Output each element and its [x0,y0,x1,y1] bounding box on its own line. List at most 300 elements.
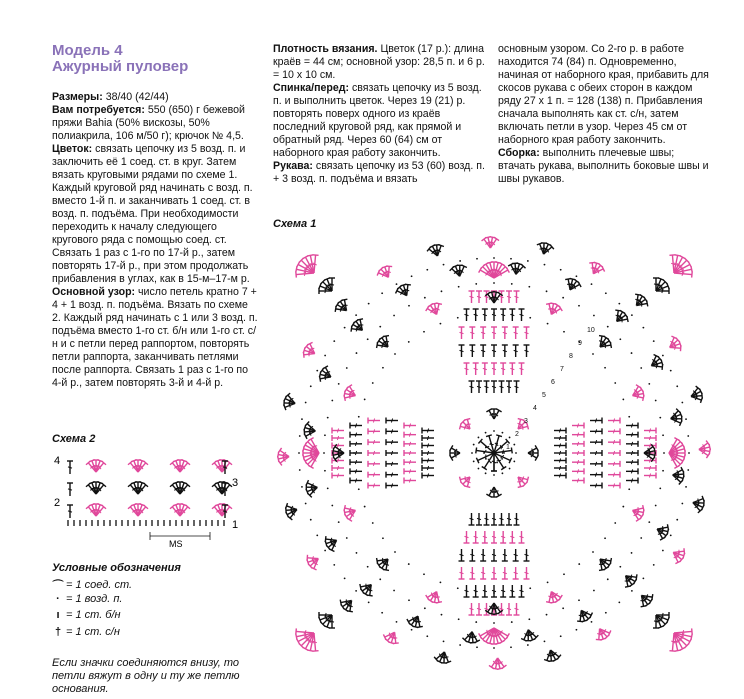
petal-stitch [644,473,656,479]
chain-stitch [476,646,478,648]
chain-stitch [688,452,690,454]
petal-stitch [386,428,398,434]
chain-stitch [459,644,461,646]
chain-stitch [604,367,606,369]
chain-stitch [305,503,307,505]
double-crochet-icon: † [54,626,62,638]
chain-stitch [411,275,413,277]
slip-stitch-icon: ⌒ [52,580,64,592]
chain-stitch [632,470,634,472]
chain-stitch [628,488,630,490]
chain-stitch [411,629,413,631]
chain-stitch [381,292,383,294]
petal-stitch [590,439,602,445]
petal-stitch [386,461,398,467]
chain-stitch [423,331,425,333]
petal-stitch [572,441,584,447]
chain-stitch [379,578,381,580]
petal-stitch [644,465,656,471]
petal-stitch [368,428,380,434]
chain-stitch [591,621,593,623]
petal-stitch [608,428,620,434]
chain-stitch [653,564,655,566]
chain-stitch [670,370,672,372]
petal-stitch [572,423,584,429]
petal-stitch [509,531,515,543]
chain-stitch [408,305,410,307]
chain-stitch [346,537,348,539]
chain-stitch [614,522,616,524]
chain-stitch [408,341,410,343]
petal-stitch [350,441,362,447]
chain-stitch [440,581,442,583]
chain-stitch [633,452,635,454]
chain-stitch [368,601,370,603]
row-number-label: 8 [569,353,573,360]
petal-stitch [554,428,566,434]
petal-stitch [422,443,434,449]
chain-stitch [379,326,381,328]
chain-stitch [396,621,398,623]
petal-stitch [476,603,482,615]
back-front-paragraph: Спинка/перед: связать цепочку из 5 возд. п. и выполнить цветок. Через 19 (21) р. повторять поверх одного из краёв последний круговой ряд, как прямой и обратный ряд. Через 60 (64) см от наборного края работу закончить. [273,82,482,159]
petal-stitch [554,435,566,441]
chain-stitch [305,402,307,404]
petal-stitch [469,327,475,339]
row-number-label: 5 [542,392,546,399]
petal-stitch [368,461,380,467]
petal-stitch [572,468,584,474]
chain-stitch [527,644,529,646]
scheme-1-diagram [274,233,714,673]
chain-stitch [563,573,565,575]
chain-stitch [547,323,549,325]
petal-stitch [469,567,475,579]
chain-stitch [338,383,340,385]
scheme-2-row-2: 2 [54,497,61,509]
chain-stitch [457,587,459,589]
chain-stitch [299,435,301,437]
chain-stitch [576,629,578,631]
petal-stitch [524,327,530,339]
petal-stitch [350,459,362,465]
chain-stitch [493,312,495,314]
petal-stitch [509,363,515,375]
petal-stitch [608,483,620,489]
chain-stitch [681,503,683,505]
chain-stitch [619,566,621,568]
chain-stitch [528,618,530,620]
chain-stitch [396,283,398,285]
chain-stitch [605,292,607,294]
chain-stitch [301,486,303,488]
chain-stitch [382,367,384,369]
chain-stitch [511,591,513,593]
chain-stitch [659,487,661,489]
chain-stitch [324,434,326,436]
center-fan [461,475,472,486]
chain-stitch [648,383,650,385]
legend-item-single-crochet: ı = 1 ст. б/н [50,609,121,621]
chain-stitch [593,590,595,592]
petal-stitch [422,428,434,434]
chain-stitch [546,290,548,292]
chain-stitch [631,552,633,554]
chain-stitch [473,461,475,463]
chain-stitch [513,444,515,446]
assembly-paragraph: Сборка: выполнить плечевые швы; втачать рукава, выполнить боковые швы и швы рукавов. [498,147,709,185]
chain-stitch [368,303,370,305]
petal-stitch [404,450,416,456]
chain-stitch [631,314,633,316]
petal-stitch [590,483,602,489]
chain-stitch [614,382,616,384]
row-number-label: 7 [560,366,564,373]
edge-dc [67,483,73,496]
chain-stitch [346,367,348,369]
chain-stitch [685,486,687,488]
petal-stitch [499,513,505,525]
petal-stitch [506,381,512,393]
chain-stitch [324,550,326,552]
chain-stitch [316,370,318,372]
petal-stitch [514,381,520,393]
sleeves-continued: основным узором. Со 2-го р. в работе находится 74 (84) п. Одновременно, начиная от наборного края, прибавить для скосов рукава с обеих сторон в каждом ряду 27 х 1 п. = 128 (138) п. Прибавления сначала выполнять как ст. с/н, затем включать петли в узор. Через 45 см от наборного края работу закончить. [498,43,709,146]
chain-stitch [423,573,425,575]
chain-stitch [355,314,357,316]
legend-note: Если значки соединяются внизу, то петли вяжут в одну и ту же петлю основания. [52,657,240,695]
chain-stitch [354,470,356,472]
petal-stitch [572,450,584,456]
chain-stitch [676,385,678,387]
chain-stitch [511,621,513,623]
chain-stitch [394,353,396,355]
petal-stitch [554,465,566,471]
petal-stitch [386,483,398,489]
petal-stitch [404,459,416,465]
petal-stitch [524,567,530,579]
petal-stitch [491,513,497,525]
petal-stitch [332,473,344,479]
petal-stitch [513,327,519,339]
model-subtitle: Ажурный пуловер [52,58,189,75]
chain-stitch [529,317,531,319]
chain-stitch [372,522,374,524]
chain-stitch [333,340,335,342]
petal-stitch [491,585,497,597]
petal-stitch [459,549,465,561]
petal-stitch [519,363,525,375]
scheme-2-row-3: 3 [232,477,239,489]
chain-stitch [393,590,395,592]
chain-stitch [478,437,480,439]
petal-stitch [608,418,620,424]
chain-stitch [529,587,531,589]
petal-stitch [482,585,488,597]
model-title: Модель 4 [52,42,123,59]
chain-stitch [687,469,689,471]
chain-stitch [503,452,505,454]
chain-stitch [510,258,512,260]
petal-stitch [513,567,519,579]
chain-stitch [528,286,530,288]
chain-stitch [381,612,383,614]
chain-stitch [648,521,650,523]
chain-stitch [367,566,369,568]
chain-stitch [426,635,428,637]
chain-stitch [382,537,384,539]
petal-stitch [368,418,380,424]
chain-stitch [607,578,609,580]
chain-stitch [619,338,621,340]
chain-stitch [493,647,495,649]
chain-stitch [458,618,460,620]
petal-stitch [514,603,520,615]
petal-stitch [473,363,479,375]
chain-stitch [338,521,340,523]
petal-stitch [480,345,486,357]
chain-stitch [299,469,301,471]
row-number-label: 4 [533,405,537,412]
petal-stitch [469,549,475,561]
petal-stitch [590,461,602,467]
chain-stitch [578,563,580,565]
petal-stitch [469,381,475,393]
chain-stitch [364,506,366,508]
chain-stitch [605,612,607,614]
petal-stitch [350,423,362,429]
chain-stitch [372,382,374,384]
petal-stitch [572,478,584,484]
petal-stitch [644,435,656,441]
chain-stitch [618,303,620,305]
petal-stitch [608,439,620,445]
petal-stitch [500,363,506,375]
petal-stitch [332,435,344,441]
chain-stitch [364,399,366,401]
chain-stitch [576,275,578,277]
chain-stitch [493,592,495,594]
chain-stitch [394,551,396,553]
chain-stitch [515,452,517,454]
chain-stitch [592,353,594,355]
petal-stitch [422,465,434,471]
chain-stitch [593,315,595,317]
petal-stitch [476,513,482,525]
chain-stitch [310,385,312,387]
single-crochet-icon: ı [56,609,60,621]
petal-stitch [368,439,380,445]
chain-stitch [511,313,513,315]
materials-paragraph: Вам потребуется: 550 (650) г бежевой пряжи Bahia (50% вискозы, 50% полиакрила, 106 м/50 г); крючок № 4,5. [52,104,245,142]
petal-stitch [506,513,512,525]
chain-stitch [511,283,513,285]
chain-stitch [485,472,487,474]
row-number-label: 2 [515,431,519,438]
chain-stitch [355,590,357,592]
edge-dc [67,505,73,518]
chain-stitch [604,537,606,539]
petal-stitch [422,473,434,479]
petal-stitch [469,345,475,357]
chain-stitch [354,434,356,436]
chain-stitch [475,621,477,623]
chain-stitch [459,260,461,262]
petal-stitch [476,291,482,303]
petal-stitch [386,439,398,445]
petal-stitch [422,450,434,456]
chain-stitch [327,417,329,419]
petal-stitch [491,309,497,321]
chain-stitch [509,468,511,470]
legend-item-double-crochet: † = 1 ст. с/н [50,626,120,638]
petal-stitch [482,363,488,375]
petal-stitch [514,513,520,525]
petal-stitch [590,418,602,424]
chain-stitch [476,258,478,260]
petal-stitch [404,423,416,429]
chain-stitch [670,535,672,537]
chain-stitch [655,505,657,507]
chain-stitch [471,452,473,454]
density-paragraph: Плотность вязания. Цветок (17 р.): длина краёв = 44 см; основной узор: 28,5 п. и 6 р. = 10 х 10 см. [273,43,485,81]
chain-stitch [562,297,564,299]
petal-stitch [464,309,470,321]
petal-stitch [644,428,656,434]
scheme-2-title: Схема 2 [52,433,96,445]
petal-stitch [608,461,620,467]
petal-stitch [484,513,490,525]
chain-stitch [493,622,495,624]
chain-stitch [527,260,529,262]
chain-stitch [560,635,562,637]
chain-stitch [631,590,633,592]
petal-stitch [368,483,380,489]
petal-stitch [572,432,584,438]
petal-stitch [480,567,486,579]
chain-stitch [546,614,548,616]
chain-stitch [663,452,665,454]
chain-stitch [331,400,333,402]
petal-stitch [626,459,638,465]
chain-stitch [685,418,687,420]
chain-stitch [544,640,546,642]
chain-stitch [509,437,511,439]
petal-stitch [608,450,620,456]
petal-stitch [459,567,465,579]
petal-stitch [422,435,434,441]
petal-stitch [519,531,525,543]
chain-stitch [578,599,580,601]
chain-stitch [323,452,325,454]
petal-stitch [626,423,638,429]
chain-stitch [501,458,503,460]
scheme-2-diagram [50,446,250,556]
row-number-label: 6 [551,379,555,386]
petal-stitch [459,327,465,339]
petal-stitch [464,585,470,597]
chain-stitch [393,315,395,317]
row-number-label: 3 [524,418,528,425]
petal-stitch [473,531,479,543]
petal-stitch [506,603,512,615]
chain-stitch [353,452,355,454]
chain-stitch [324,355,326,357]
chain-stitch [426,269,428,271]
petal-stitch [590,450,602,456]
petal-stitch [350,450,362,456]
sizes-paragraph: Размеры: 38/40 (42/44) [52,91,169,103]
chain-stitch [344,577,346,579]
chain-icon: · [56,593,60,605]
petal-stitch [519,309,525,321]
petal-stitch [386,450,398,456]
chain-stitch [331,505,333,507]
chain-stitch [662,470,664,472]
chain-stitch [424,297,426,299]
petal-stitch [459,345,465,357]
chain-stitch [356,552,358,554]
petal-stitch [464,363,470,375]
petal-stitch [469,291,475,303]
chain-stitch [493,430,495,432]
row-number-label: 10 [587,327,595,334]
chain-stitch [592,551,594,553]
chain-stitch [473,444,475,446]
petal-stitch [491,327,497,339]
chain-stitch [441,290,443,292]
chain-stitch [562,607,564,609]
petal-stitch [484,381,490,393]
chain-stitch [493,257,495,259]
chain-stitch [475,591,477,593]
legend-title: Условные обозначения [52,562,181,574]
petal-stitch [404,441,416,447]
petal-stitch [626,441,638,447]
petal-stitch [491,345,497,357]
column-3 [498,43,710,186]
petal-stitch [464,531,470,543]
chain-stitch [622,399,624,401]
chain-stitch [333,564,335,566]
petal-stitch [386,472,398,478]
edge-dc [67,461,73,474]
petal-stitch [386,418,398,424]
petal-stitch [500,531,506,543]
chain-stitch [655,400,657,402]
chain-stitch [475,313,477,315]
petal-stitch [491,549,497,561]
scheme-2-row-1: 1 [232,519,239,531]
legend-item-slip-stitch: ⌒ = 1 соед. ст. [50,577,132,593]
chain-stitch [493,474,495,476]
petal-stitch [572,459,584,465]
chain-stitch [424,607,426,609]
petal-stitch [506,291,512,303]
petal-stitch [491,567,497,579]
chain-stitch [544,264,546,266]
petal-stitch [469,513,475,525]
petal-stitch [332,428,344,434]
chain-stitch [324,470,326,472]
chain-stitch [662,434,664,436]
chain-stitch [622,506,624,508]
petal-stitch [404,432,416,438]
chain-stitch [628,416,630,418]
petal-stitch [519,585,525,597]
chain-stitch [358,416,360,418]
chain-stitch [367,338,369,340]
